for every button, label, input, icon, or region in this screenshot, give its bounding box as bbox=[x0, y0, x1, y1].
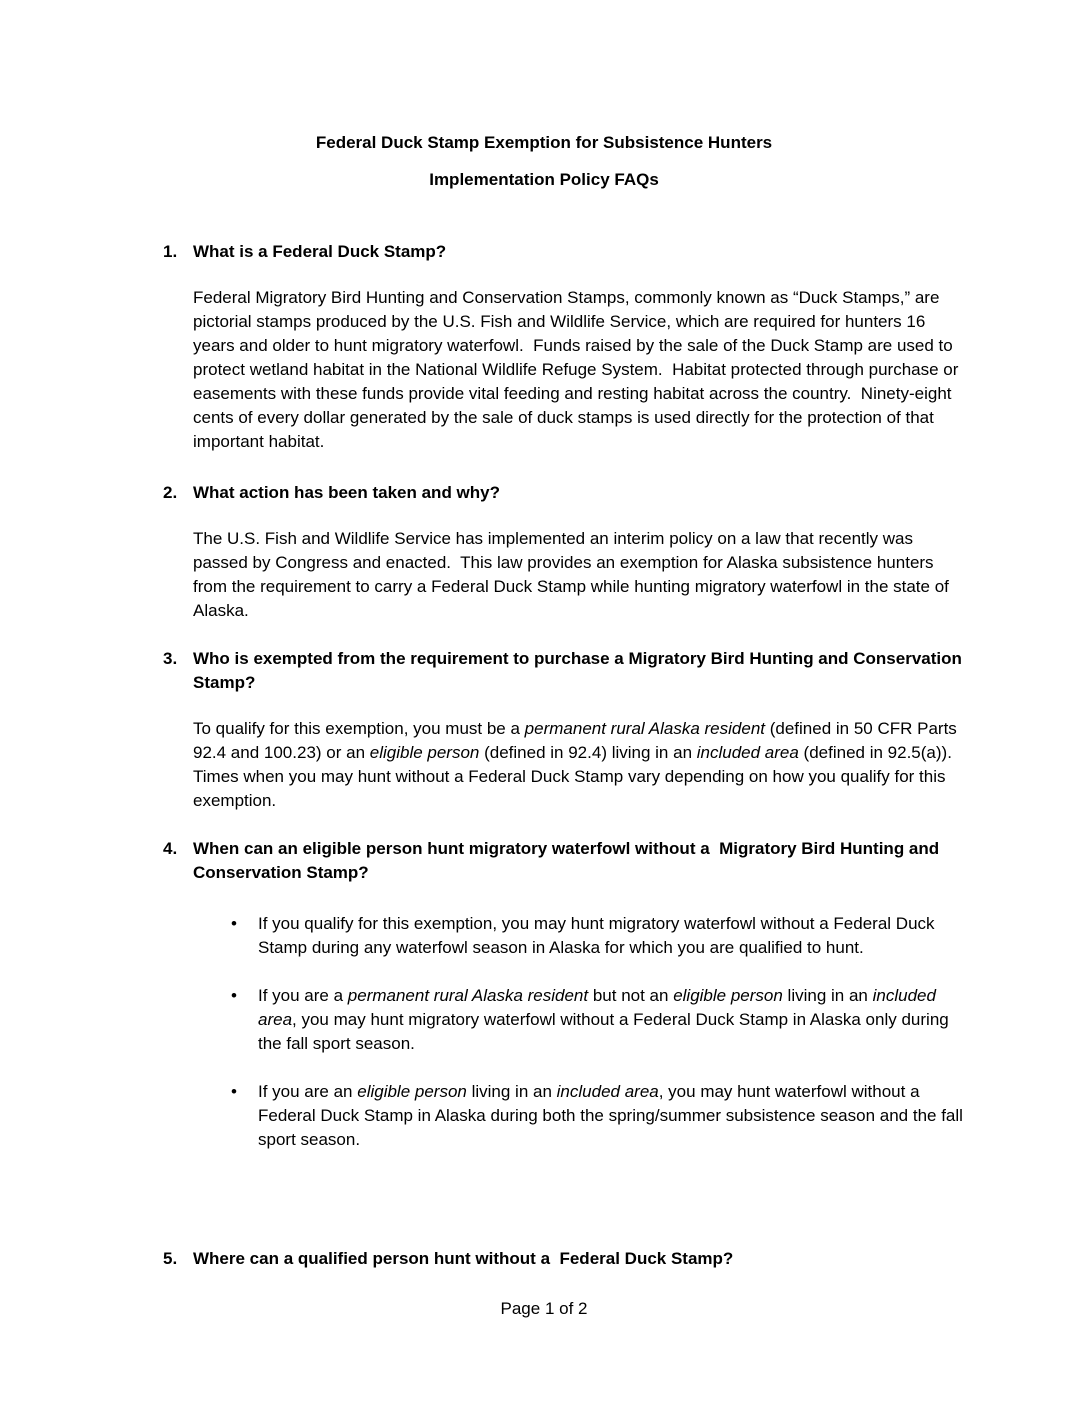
answer-bullet: • If you are a permanent rural Alaska resident but not an eligible person living in an included area, you may hunt migratory waterfowl without a Federal Duck Stamp in Alaska only during the fall sport season. bbox=[193, 984, 969, 1056]
answer-bullet: • If you are an eligible person living in an included area, you may hunt waterfowl without a Federal Duck Stamp in Alaska during both the spring/summer subsistence season and the fall sport season. bbox=[193, 1080, 969, 1152]
faq-item-1 bbox=[163, 240, 969, 454]
question-text: When can an eligible person hunt migratory waterfowl without a Migratory Bird Hunting and Conservation Stamp? bbox=[193, 839, 944, 882]
faq-item-4 bbox=[163, 837, 969, 1152]
answer-paragraph: To qualify for this exemption, you must be a permanent rural Alaska resident (defined in 50 CFR Parts 92.4 and 100.23) or an eligible person (defined in 92.4) living in an included area (defined in 92.5(a)). Times when you may hunt without a Federal Duck Stamp vary depending on how you qualify for this exemption. bbox=[193, 719, 962, 810]
document-subtitle: Implementation Policy FAQs bbox=[429, 170, 659, 189]
question-number: 3. bbox=[163, 649, 178, 668]
answer-bullet: • If you qualify for this exemption, you may hunt migratory waterfowl without a Federal Duck Stamp during any waterfowl season in Alaska for which you are qualified to hunt. bbox=[193, 912, 969, 960]
page-number: Page 1 of 2 bbox=[500, 1299, 588, 1318]
answer-bullet-list bbox=[193, 912, 969, 1152]
document-title: Federal Duck Stamp Exemption for Subsistence Hunters bbox=[315, 133, 773, 152]
question-number: 5. bbox=[163, 1249, 178, 1268]
faq-item-5 bbox=[163, 1247, 969, 1271]
question-number: 4. bbox=[163, 839, 178, 858]
question-number: 2. bbox=[163, 483, 178, 502]
question-number: 1. bbox=[163, 242, 178, 261]
question-text: Where can a qualified person hunt without a Federal Duck Stamp? bbox=[193, 1249, 734, 1268]
faq-item-2 bbox=[163, 481, 969, 623]
question-text: What is a Federal Duck Stamp? bbox=[193, 242, 447, 261]
answer-paragraph: Federal Migratory Bird Hunting and Conservation Stamps, commonly known as “Duck Stamps,” are pictorial stamps produced by the U.S. Fish and Wildlife Service, which are required for hunters 16 years and older to hunt migratory waterfowl. Funds raised by the sale of the Duck Stamp are used to protect wetland habitat in the National Wildlife Refuge System. Habitat protected through purchase or easements with these funds provide vital feeding and resting habitat across the country. Ninety-eight cents of every dollar generated by the sale of duck stamps is used directly for the protection of that important habitat. bbox=[193, 288, 964, 451]
question-row bbox=[163, 481, 969, 505]
question-text: What action has been taken and why? bbox=[193, 483, 500, 502]
question-row bbox=[163, 240, 969, 264]
faq-item-3 bbox=[163, 647, 969, 813]
answer-paragraph: The U.S. Fish and Wildlife Service has implemented an interim policy on a law that recently was passed by Congress and enacted. This law provides an exemption for Alaska subsistence hunters from the requirement to carry a Federal Duck Stamp while hunting migratory waterfowl in the state of Alaska. bbox=[193, 529, 953, 620]
question-row bbox=[163, 647, 969, 695]
question-row bbox=[163, 837, 969, 885]
question-text: Who is exempted from the requirement to purchase a Migratory Bird Hunting and Conservation Stamp? bbox=[193, 649, 967, 692]
question-row bbox=[163, 1247, 969, 1271]
